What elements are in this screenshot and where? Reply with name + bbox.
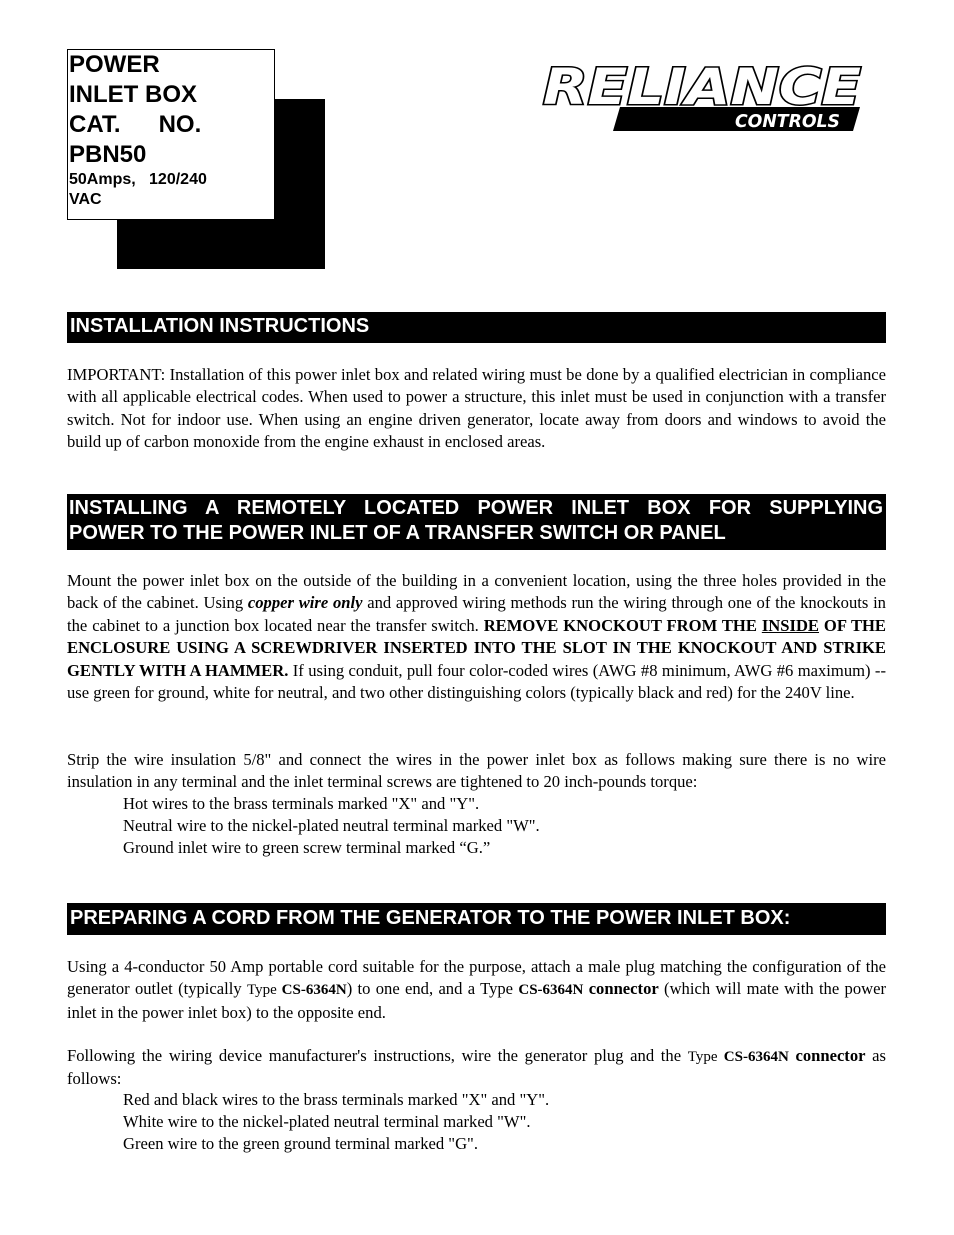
reliance-controls-logo <box>535 55 865 133</box>
following-text-b: as follows: <box>67 1046 886 1089</box>
list-item: Ground inlet wire to green screw terminal marked “G.” <box>123 838 491 858</box>
connect-list <box>67 793 942 860</box>
connector-emphasis: connector <box>583 979 659 999</box>
cord-text-b: ) to one end, and a Type <box>346 979 519 999</box>
type-label: Type <box>246 982 282 999</box>
connector-emphasis: connector <box>788 1046 866 1065</box>
model-code: CS-6364N <box>723 1049 789 1065</box>
cord-paragraph <box>67 956 886 1024</box>
list-item: White wire to the nickel-plated neutral terminal marked "W". <box>123 1112 531 1132</box>
catalog-line-2: INLET BOX <box>69 81 198 108</box>
mount-paragraph <box>67 570 886 704</box>
catalog-rating-2: VAC <box>69 191 102 208</box>
model-code: CS-6364N <box>518 982 584 999</box>
type-label: Type <box>687 1049 724 1065</box>
catalog-rating-1: 50Amps, 120/240 <box>69 171 207 188</box>
catalog-model: PBN50 <box>69 141 147 168</box>
model-code: CS-6364N <box>281 982 347 999</box>
strip-paragraph: Strip the wire insulation 5/8" and connect the wires in the power inlet box as follows making sure there is no wire insulation in any terminal and the inlet terminal screws are tightened to 20 inch-pounds torque: <box>67 750 886 792</box>
following-paragraph <box>67 1045 886 1091</box>
knockout-warning-a: REMOVE KNOCKOUT FROM THE <box>483 615 762 635</box>
conduit-text: If using conduit, pull four color-coded wires (AWG #8 minimum, AWG #6 maximum) -- use green for ground, white for neutral, and two other distinguishing colors (typically black and red) for the 240V line. <box>67 660 886 703</box>
knockout-warning-b: OF THE ENCLOSURE USING A SCREWDRIVER INSERTED INTO THE SLOT IN THE KNOCKOUT AND STRIKE GENTLY WITH A HAMMER. <box>67 615 887 680</box>
catalog-cat-no <box>68 110 274 140</box>
heading-preparing-cord: PREPARING A CORD FROM THE GENERATOR TO THE POWER INLET BOX: <box>67 903 886 935</box>
mount-text-c: and approved wiring methods run the wiring through one of the knockouts in the cabinet to a junction box located near the transfer switch. <box>67 593 886 635</box>
list-item: Neutral wire to the nickel-plated neutral terminal marked "W". <box>123 816 540 836</box>
inside-emphasis: INSIDE <box>761 615 819 635</box>
cord-text-a: Using a 4-conductor 50 Amp portable cord suitable for the purpose, attach a male plug matching the configuration of the generator outlet (typically <box>67 957 886 999</box>
catalog-line-1: POWER <box>69 51 160 78</box>
copper-wire-emphasis: copper wire only <box>247 593 363 613</box>
list-item: Red and black wires to the brass terminals marked "X" and "Y". <box>123 1090 550 1109</box>
heading-remote-inlet-box <box>67 494 886 550</box>
logo-sub-text: CONTROLS <box>735 111 840 132</box>
cat-label: CAT. <box>69 111 121 138</box>
catalog-box <box>67 49 275 220</box>
following-text-a: Following the wiring device manufacturer's instructions, wire the generator plug and the <box>67 1046 688 1065</box>
list-item: Hot wires to the brass terminals marked "X" and "Y". <box>123 794 480 813</box>
list-item: Green wire to the green ground terminal marked "G". <box>123 1134 478 1154</box>
heading-installation-instructions: INSTALLATION INSTRUCTIONS <box>67 312 886 343</box>
mount-text-a: Mount the power inlet box on the outside of the building in a convenient location, using the three holes provided in the back of the cabinet. Using <box>67 571 886 613</box>
heading-remote-line-2: POWER TO THE POWER INLET OF A TRANSFER SWITCH OR PANEL <box>69 522 726 544</box>
generator-wiring-list <box>67 1089 942 1156</box>
no-label: NO. <box>158 111 202 138</box>
heading-remote-line-1: INSTALLING A REMOTELY LOCATED POWER INLET BOX FOR SUPPLYING <box>69 497 883 519</box>
important-paragraph: IMPORTANT: Installation of this power inlet box and related wiring must be done by a qualified electrician in compliance with all applicable electrical codes. When used to power a structure, this inlet must be used in conjunction with a transfer switch. Not for indoor use. When using an engine driven generator, locate away from doors and windows to avoid the build up of carbon monoxide from the engine exhaust in enclosed areas. <box>67 365 886 452</box>
logo-brand-text: RELIANCE <box>543 58 861 116</box>
cord-text-c: (which will mate with the power inlet in the power inlet box) to the opposite end. <box>67 979 887 1022</box>
